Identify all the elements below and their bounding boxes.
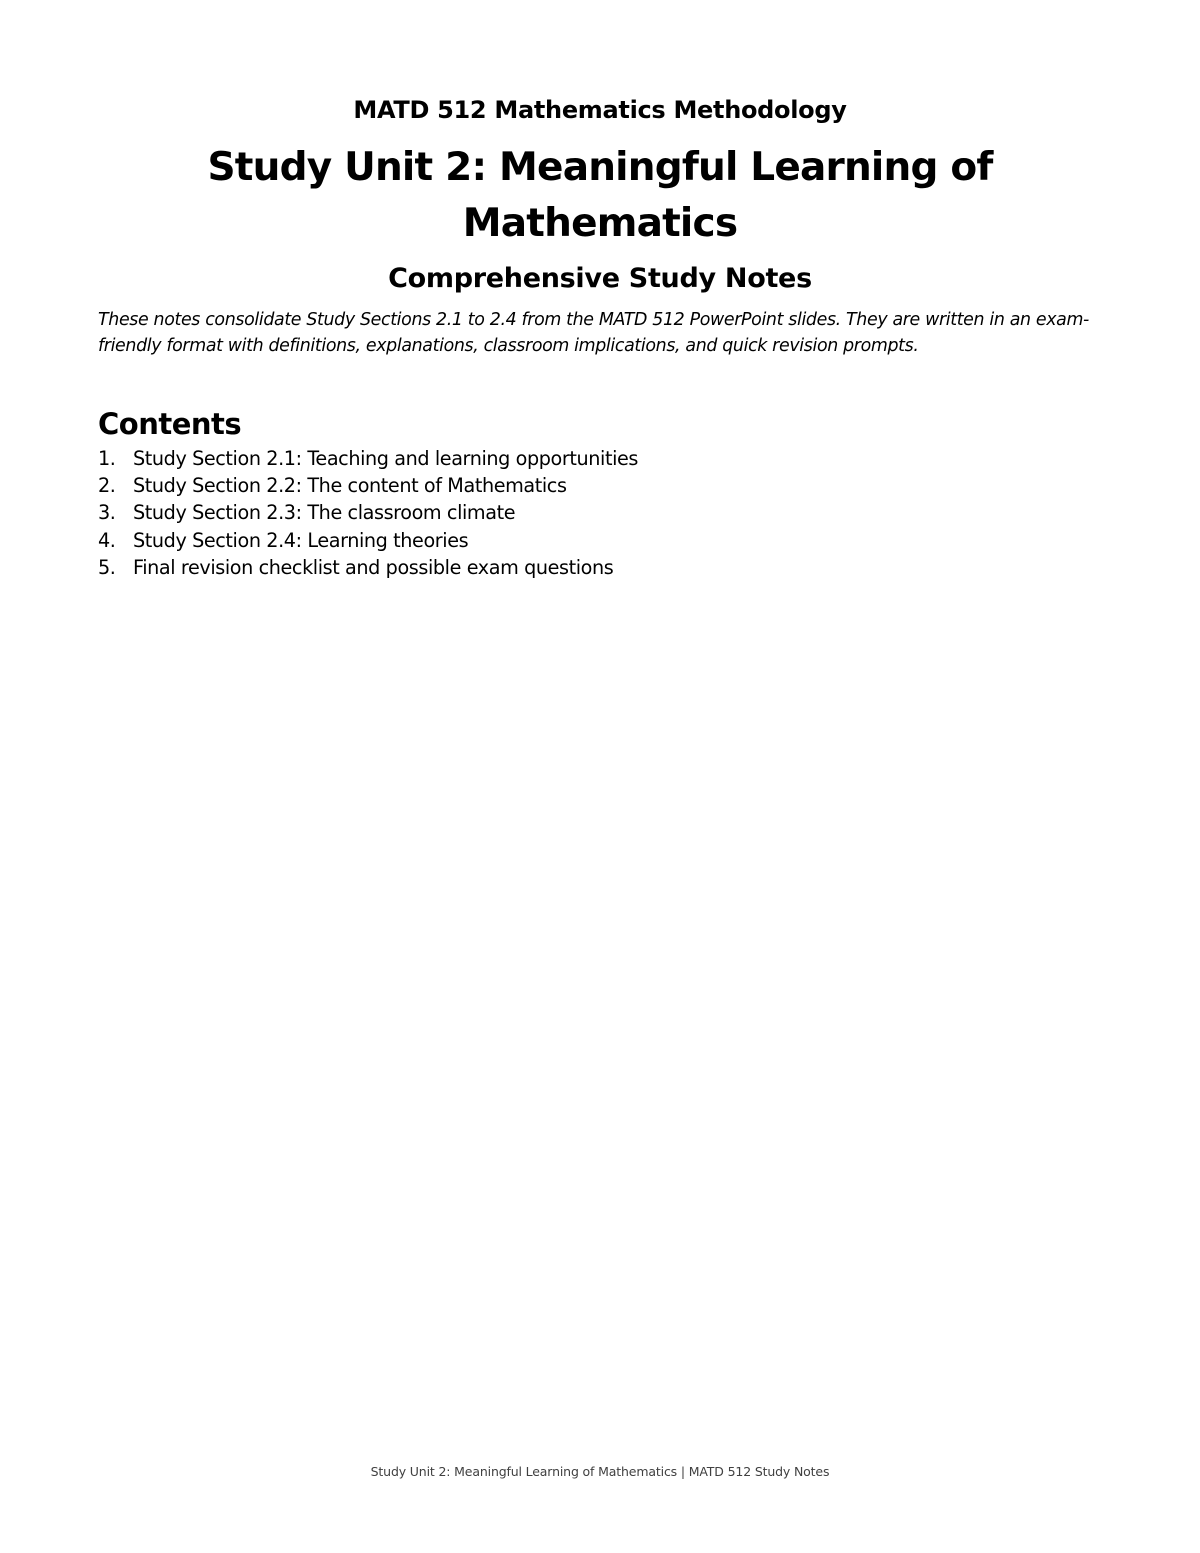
unit-title: Study Unit 2: Meaningful Learning of Mathematics xyxy=(207,145,993,246)
contents-item-label: Study Section 2.2: The content of Mathematics xyxy=(133,474,567,498)
contents-item-number: 3. xyxy=(98,501,116,525)
contents-item xyxy=(98,499,998,526)
contents-item xyxy=(98,445,998,472)
contents-item-label: Study Section 2.3: The classroom climate xyxy=(133,501,516,525)
contents-item-number: 5. xyxy=(98,555,116,579)
contents-heading: Contents xyxy=(98,407,242,441)
contents-item-number: 1. xyxy=(98,447,116,470)
contents-item xyxy=(98,554,998,581)
contents-item-label: Final revision checklist and possible exam questions xyxy=(133,555,614,579)
contents-item-label: Study Section 2.4: Learning theories xyxy=(133,528,469,552)
page-footer: Study Unit 2: Meaningful Learning of Mathematics | MATD 512 Study Notes xyxy=(370,1464,830,1479)
intro-paragraph: These notes consolidate Study Sections 2.1 to 2.4 from the MATD 512 PowerPoint slides. They are written in an exam-friendly format with definitions, explanations, classroom implications, and quick revision prompts. xyxy=(98,310,1089,356)
contents-item-label: Study Section 2.1: Teaching and learning opportunities xyxy=(133,447,638,470)
notes-title: Comprehensive Study Notes xyxy=(388,263,812,294)
contents-item-number: 4. xyxy=(98,528,116,552)
contents-item-number: 2. xyxy=(98,474,116,498)
contents-item xyxy=(98,527,998,554)
contents-item xyxy=(98,472,998,499)
contents-list xyxy=(98,445,998,581)
course-title: MATD 512 Mathematics Methodology xyxy=(353,96,847,124)
